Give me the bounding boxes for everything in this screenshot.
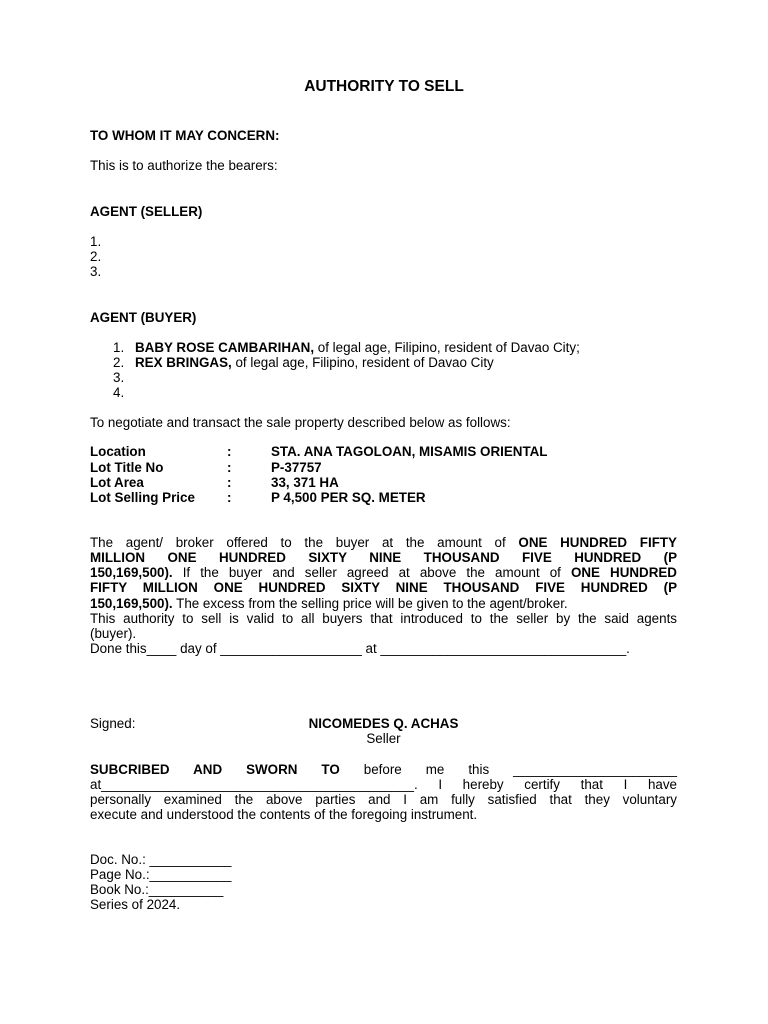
property-row-price	[0, 490, 768, 505]
salutation: TO WHOM IT MAY CONCERN:	[90, 128, 280, 143]
property-label: Lot Title No	[90, 460, 164, 475]
validity-line: This authority to sell is valid to all buyers that introduced to the seller by the said agents	[90, 611, 677, 626]
offer-line	[90, 565, 677, 580]
property-row-title	[0, 460, 768, 475]
offer-amount: ONE HUNDRED FIFTY	[518, 535, 677, 550]
seller-agent-item	[90, 234, 112, 249]
signed-label: Signed:	[90, 716, 136, 731]
jurat-line	[90, 762, 677, 777]
item-number: 3.	[90, 264, 102, 279]
item-number: 2.	[113, 355, 125, 370]
item-number: 1.	[90, 234, 102, 249]
property-row-location	[0, 444, 768, 459]
property-value: P 4,500 PER SQ. METER	[271, 490, 426, 505]
notary-book-no: Book No.:__________	[90, 882, 224, 897]
offer-line: MILLION ONE HUNDRED SIXTY NINE THOUSAND FIVE HUNDRED (P	[90, 550, 677, 565]
jurat-text: before me this ______________________	[339, 762, 677, 777]
property-colon: :	[227, 475, 232, 490]
seller-agent-item	[90, 264, 112, 279]
offer-amount: 150,169,500).	[90, 596, 173, 611]
seller-agent-item	[90, 249, 112, 264]
jurat-line: at__________________________________________. I hereby certify that I have	[90, 777, 677, 792]
property-colon: :	[227, 460, 232, 475]
offer-text: The excess from the selling price will be given to the agent/broker.	[172, 596, 568, 611]
item-number: 4.	[113, 385, 125, 400]
validity-line: (buyer).	[90, 626, 137, 641]
property-value: STA. ANA TAGOLOAN, MISAMIS ORIENTAL	[271, 444, 548, 459]
property-label: Location	[90, 444, 146, 459]
item-number: 1.	[113, 340, 125, 355]
agent-description: of legal age, Filipino, resident of Davao City	[231, 355, 494, 370]
jurat-bold: SUBCRIBED AND SWORN TO	[90, 762, 340, 777]
offer-text: If the buyer and seller agreed at above the amount of	[172, 565, 571, 580]
item-number: 2.	[90, 249, 102, 264]
buyer-agent-item	[113, 370, 135, 385]
buyer-agent-item	[113, 340, 580, 355]
buyer-agent-item	[113, 355, 494, 370]
property-label: Lot Area	[90, 475, 144, 490]
agent-description: of legal age, Filipino, resident of Davao City;	[314, 340, 580, 355]
offer-line	[90, 596, 677, 611]
property-label: Lot Selling Price	[90, 490, 195, 505]
seller-agents-heading: AGENT (SELLER)	[90, 204, 203, 219]
offer-amount: 150,169,500).	[90, 565, 173, 580]
jurat-line: execute and understood the contents of the foregoing instrument.	[90, 807, 478, 822]
notary-doc-no: Doc. No.: ___________	[90, 852, 232, 867]
property-value: P-37757	[271, 460, 322, 475]
done-line: Done this____ day of ___________________ at _________________________________.	[90, 641, 630, 656]
property-row-area	[0, 475, 768, 490]
property-value: 33, 371 HA	[271, 475, 339, 490]
offer-amount: ONE HUNDRED	[570, 565, 677, 580]
property-colon: :	[227, 490, 232, 505]
document-title: AUTHORITY TO SELL	[304, 78, 464, 95]
agent-name: BABY ROSE CAMBARIHAN,	[135, 340, 315, 355]
offer-text: The agent/ broker offered to the buyer at the amount of	[90, 535, 519, 550]
offer-line	[90, 535, 677, 550]
signatory-name: NICOMEDES Q. ACHAS	[308, 716, 459, 731]
signatory-role: Seller	[366, 731, 401, 746]
notary-page-no: Page No.:___________	[90, 867, 232, 882]
jurat-line: personally examined the above parties and I am fully satisfied that they voluntary	[90, 792, 677, 807]
item-number: 3.	[113, 370, 125, 385]
buyer-agent-item	[113, 385, 135, 400]
negotiate-text: To negotiate and transact the sale property described below as follows:	[90, 415, 511, 430]
agent-name: REX BRINGAS,	[135, 355, 232, 370]
intro-text: This is to authorize the bearers:	[90, 158, 278, 173]
offer-line: FIFTY MILLION ONE HUNDRED SIXTY NINE THOUSAND FIVE HUNDRED (P	[90, 580, 677, 595]
buyer-agents-heading: AGENT (BUYER)	[90, 310, 197, 325]
property-colon: :	[227, 444, 232, 459]
notary-series: Series of 2024.	[90, 897, 181, 912]
